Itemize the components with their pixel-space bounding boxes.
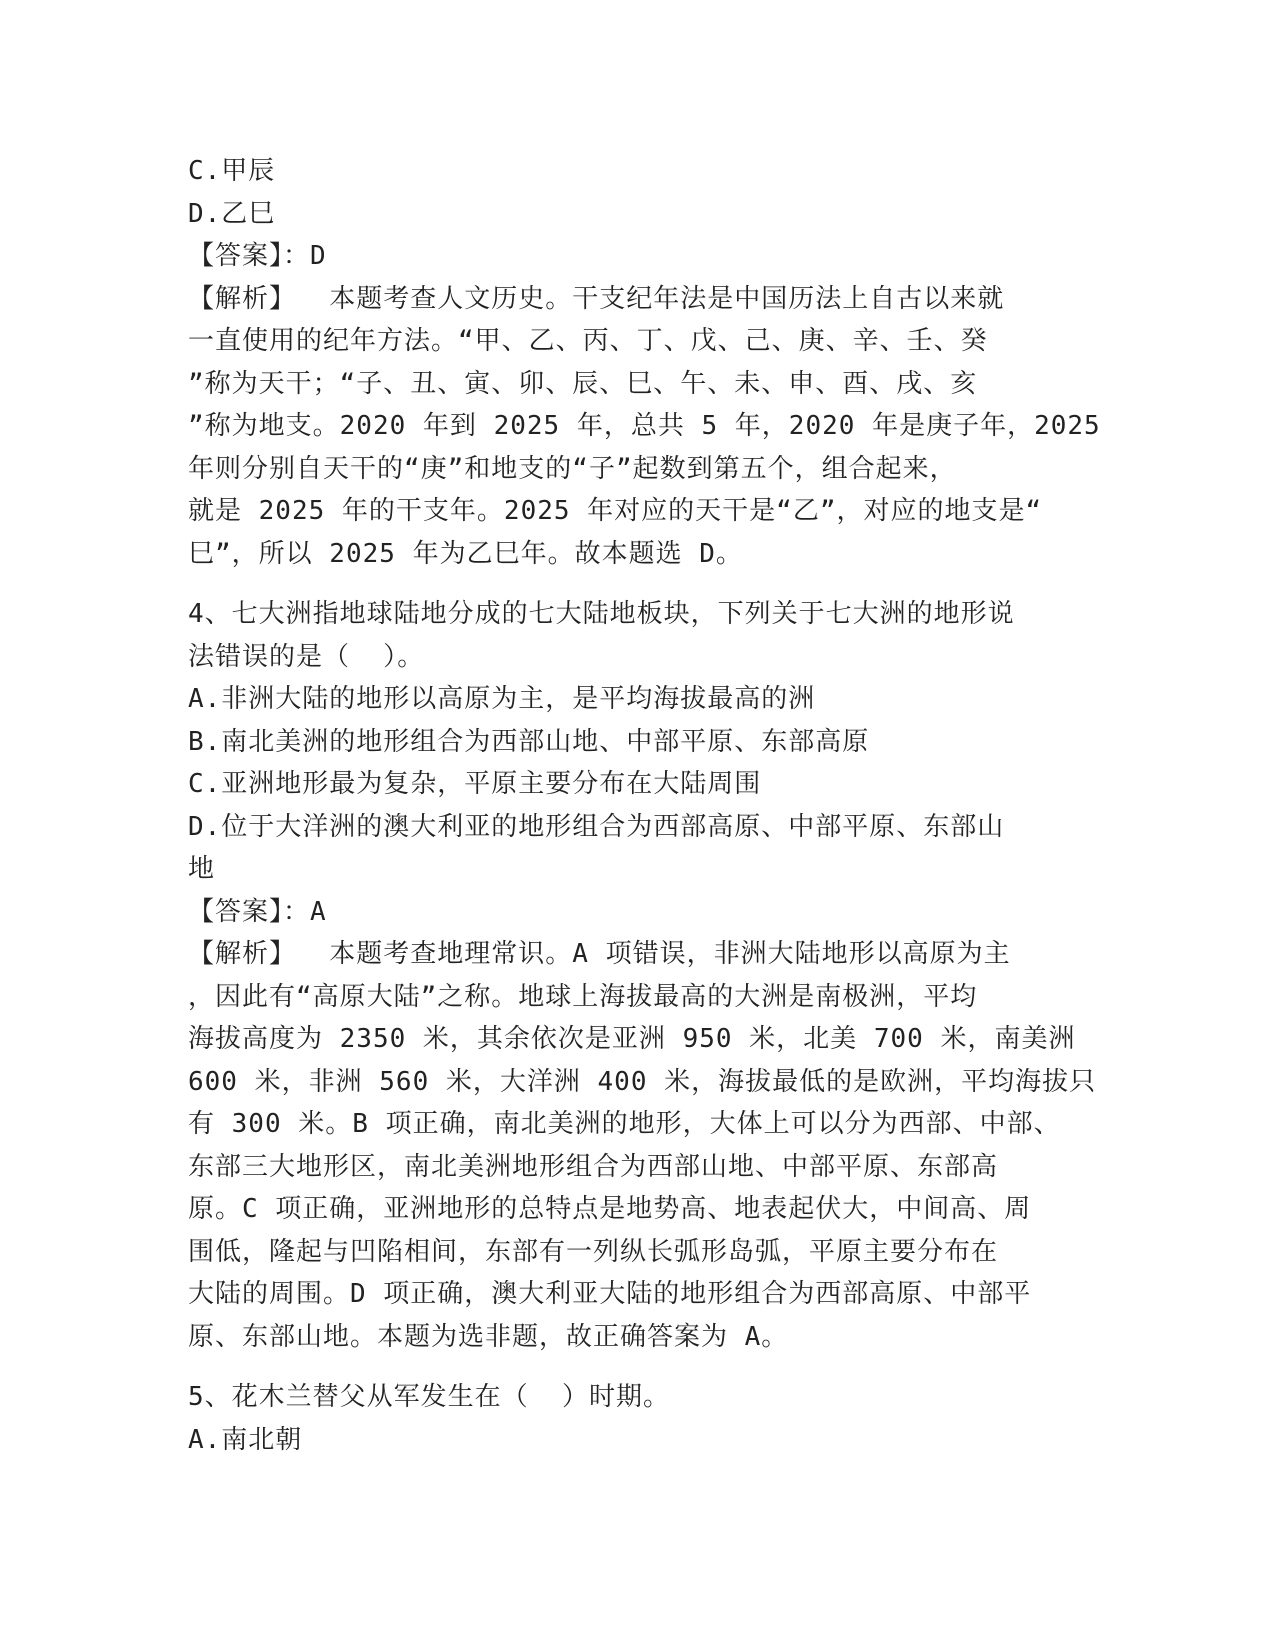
q3-explanation-line: 年则分别自天干的“庚”和地支的“子”起数到第五个，组合起来， (188, 453, 957, 484)
q4-option-b: B.南北美洲的地形组合为西部山地、中部平原、东部高原 (188, 726, 870, 757)
q4-explanation-line: ，因此有“高原大陆”之称。地球上海拔最高的大洲是南极洲，平均 (188, 981, 978, 1012)
q5-option-a: A.南北朝 (188, 1424, 303, 1455)
question-spacer (188, 575, 1088, 593)
q4-explanation-line: 东部三大地形区，南北美洲地形组合为西部山地、中部平原、东部高 (188, 1151, 999, 1182)
q4-option-d-line: 地 (188, 854, 216, 884)
q3-explanation-line: 【解析】 本题考查人文历史。干支纪年法是中国历法上自古以来就 (188, 283, 1005, 314)
q4-answer: 【答案】：A (188, 896, 327, 927)
q4-question-line: 4、七大洲指地球陆地分成的七大陆地板块，下列关于七大洲的地形说 (188, 599, 1015, 629)
q4-explanation-line: 原。C 项正确，亚洲地形的总特点是地势高、地表起伏大，中间高、周 (188, 1194, 1032, 1224)
q4-explanation-line: 海拔高度为 2350 米，其余依次是亚洲 950 米，北美 700 米，南美洲 (188, 1024, 1076, 1054)
q3-answer: 【答案】：D (188, 241, 327, 271)
q3-explanation-line: 一直使用的纪年方法。“甲、乙、丙、丁、戊、己、庚、辛、壬、癸 (188, 326, 988, 356)
question-spacer (188, 1358, 1088, 1376)
q3-option-c: C.甲辰 (188, 156, 276, 186)
q4-explanation-line: 围低，隆起与凹陷相间，东部有一列纵长弧形岛弧，平原主要分布在 (188, 1236, 999, 1267)
q3-explanation-line: ”称为天干；“子、丑、寅、卯、辰、巳、午、未、申、酉、戌、亥 (188, 368, 978, 399)
q4-explanation-line: 大陆的周围。D 项正确，澳大利亚大陆的地形组合为西部高原、中部平 (188, 1279, 1032, 1309)
q4-explanation-line: 原、东部山地。本题为选非题，故正确答案为 A。 (188, 1321, 789, 1352)
q4-question-line: 法错误的是（ ）。 (188, 641, 425, 672)
q3-explanation-line: ”称为地支。2020 年到 2025 年，总共 5 年，2020 年是庚子年，2025 (188, 411, 1101, 441)
document-page (188, 150, 1101, 1461)
q4-option-d-line: D.位于大洋洲的澳大利亚的地形组合为西部高原、中部平原、东部山 (188, 811, 1005, 842)
q3-explanation-line: 巳”，所以 2025 年为乙巳年。故本题选 D。 (188, 538, 743, 569)
q3-explanation-line: 就是 2025 年的干支年。2025 年对应的天干是“乙”，对应的地支是“ (188, 496, 1043, 526)
q4-explanation-line: 600 米，非洲 560 米，大洋洲 400 米，海拔最低的是欧洲，平均海拔只 (188, 1066, 1097, 1097)
q4-option-c: C.亚洲地形最为复杂，平原主要分布在大陆周围 (188, 769, 762, 799)
q4-explanation-line: 【解析】 本题考查地理常识。A 项错误，非洲大陆地形以高原为主 (188, 939, 1011, 969)
q3-option-d: D.乙巳 (188, 198, 276, 229)
q5-question: 5、花木兰替父从军发生在（ ）时期。 (188, 1382, 670, 1412)
q4-option-a: A.非洲大陆的地形以高原为主，是平均海拔最高的洲 (188, 684, 816, 714)
q4-explanation-line: 有 300 米。B 项正确，南北美洲的地形，大体上可以分为西部、中部、 (188, 1109, 1061, 1139)
